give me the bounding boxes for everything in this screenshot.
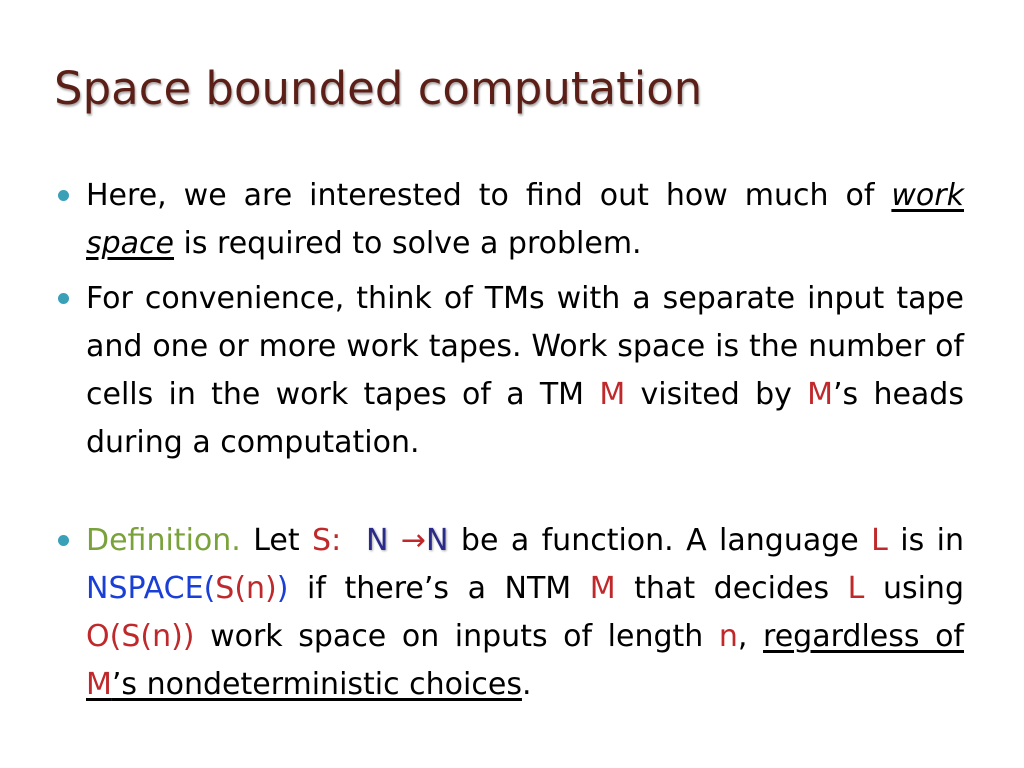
bullet-nspace-definition <box>58 517 964 709</box>
machine-symbol: M <box>599 377 626 412</box>
paren: ) <box>276 571 289 606</box>
slide-title: Space bounded computation <box>54 62 703 115</box>
bullet-text: visited by <box>625 377 808 412</box>
paren: ( <box>203 571 216 606</box>
naturals-symbol: N <box>426 523 449 558</box>
work-space-term: work space <box>86 178 964 261</box>
bullet-text: ’s nondeterministic choices <box>111 667 522 702</box>
nspace-term: NSPACE <box>86 571 204 606</box>
bullet-tm-convenience <box>58 275 964 467</box>
language-symbol: L <box>871 523 888 558</box>
bullet-text: work space on inputs of length <box>194 619 719 654</box>
bullet-text: . <box>521 667 532 702</box>
bullet-text: is in <box>887 523 964 558</box>
bullet-dot-icon <box>58 190 69 201</box>
bullet-work-space-intro <box>58 172 964 268</box>
length-symbol: n <box>718 619 738 654</box>
machine-symbol: M <box>807 377 834 412</box>
bullet-dot-icon <box>58 535 69 546</box>
bullet-text: that decides <box>615 571 848 606</box>
bullet-text: be a function. A language <box>448 523 872 558</box>
bullet-list <box>58 172 964 716</box>
bullet-text: if there’s a NTM <box>288 571 590 606</box>
bullet-text: ’s heads during a computation. <box>86 377 964 460</box>
language-symbol: L <box>847 571 865 606</box>
bullet-text: is required to solve a problem. <box>174 226 642 261</box>
space-bound-symbol: S(n) <box>215 571 277 606</box>
bullet-text: , <box>737 619 748 654</box>
machine-symbol: M <box>86 667 112 702</box>
machine-symbol: M <box>589 571 616 606</box>
function-symbol: S: <box>312 523 342 558</box>
big-o-symbol: O(S(n)) <box>86 619 195 654</box>
bullet-text: Let <box>240 523 313 558</box>
bullet-dot-icon <box>58 293 69 304</box>
bullet-text: using <box>864 571 964 606</box>
naturals-symbol: N <box>366 523 389 558</box>
definition-label: Definition. <box>86 523 241 558</box>
arrow-icon: → <box>400 523 427 558</box>
bullet-text: regardless of <box>763 619 964 654</box>
bullet-text: For convenience, think of TMs with a separate input tape and one or more work tapes. Work space is the number of cells in the work tapes of a TM <box>86 281 964 412</box>
bullet-text: Here, we are interested to find out how much of <box>86 178 892 213</box>
